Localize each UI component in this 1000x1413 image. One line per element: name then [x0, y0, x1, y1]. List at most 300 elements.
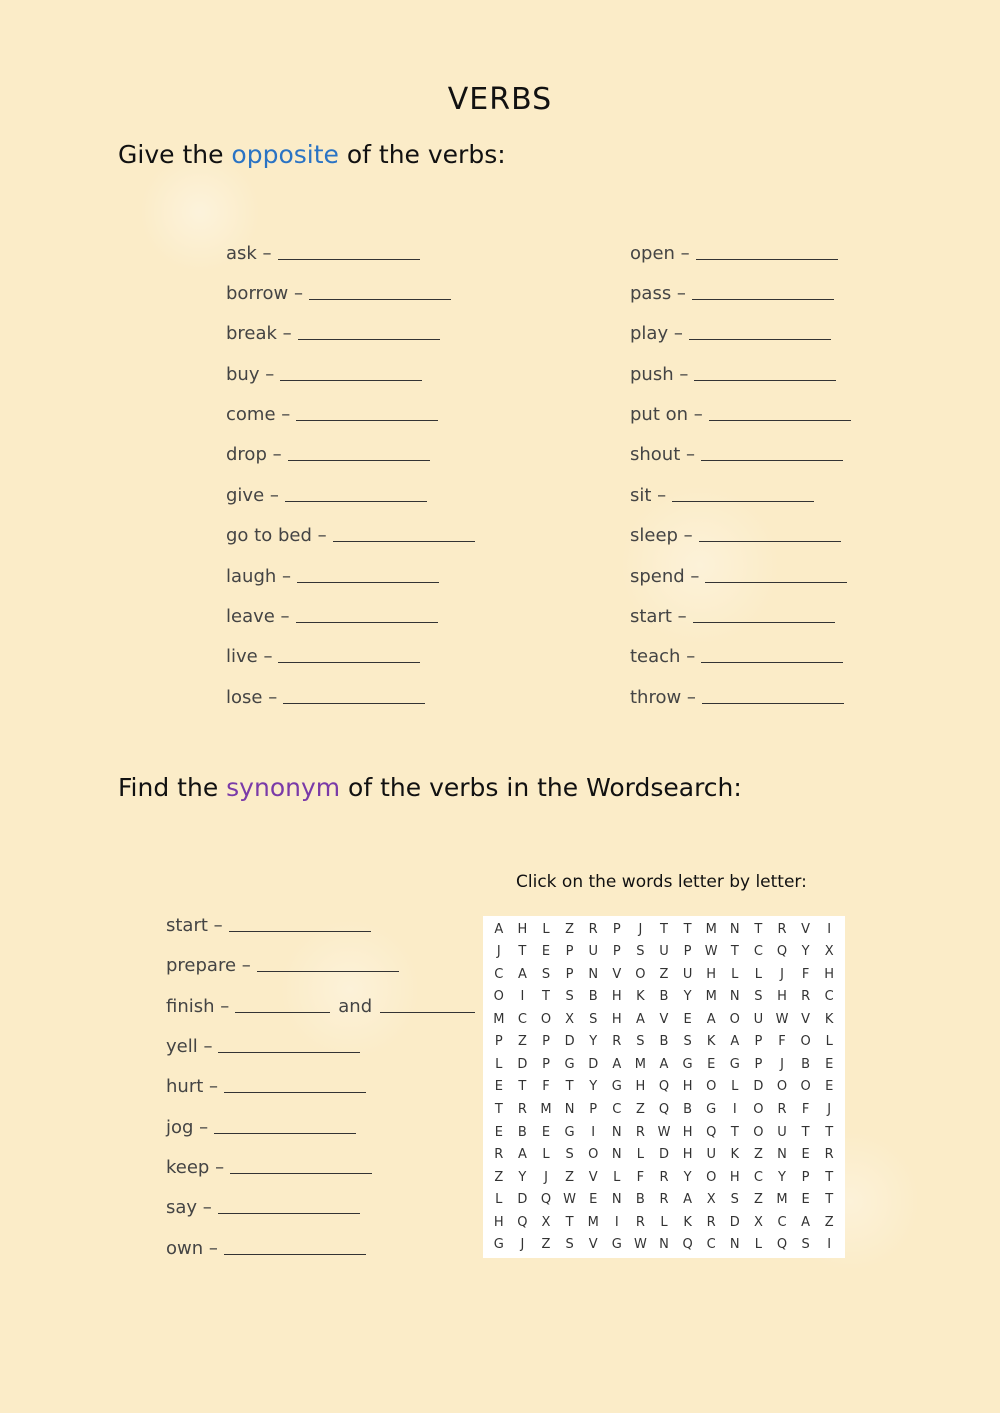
wordsearch-cell[interactable]: Q: [776, 944, 788, 960]
wordsearch-cell[interactable]: G: [564, 1056, 575, 1072]
wordsearch-cell[interactable]: T: [730, 1124, 739, 1140]
wordsearch-cell[interactable]: A: [683, 1192, 693, 1208]
wordsearch-cell[interactable]: R: [612, 1034, 622, 1050]
wordsearch-cell[interactable]: T: [565, 1214, 574, 1230]
wordsearch-cell[interactable]: Z: [635, 1102, 645, 1118]
wordsearch-cell[interactable]: N: [729, 989, 740, 1005]
synonym-item-say: [166, 1194, 360, 1218]
wordsearch-cell[interactable]: S: [754, 989, 763, 1005]
wordsearch-cell[interactable]: S: [565, 1147, 574, 1163]
wordsearch-cell[interactable]: S: [683, 1034, 692, 1050]
wordsearch-cell[interactable]: V: [801, 1011, 811, 1027]
wordsearch-cell[interactable]: C: [777, 1214, 787, 1230]
wordsearch-cell[interactable]: R: [824, 1147, 834, 1163]
answer-blank[interactable]: [229, 931, 371, 932]
opposite-label: borrow –: [226, 283, 303, 304]
wordsearch-cell[interactable]: E: [541, 944, 551, 960]
wordsearch-cell[interactable]: S: [730, 1192, 739, 1208]
wordsearch-cell[interactable]: J: [496, 944, 501, 960]
wordsearch-cell[interactable]: C: [706, 1237, 716, 1253]
wordsearch-cell[interactable]: N: [611, 1124, 622, 1140]
wordsearch-cell[interactable]: R: [777, 1102, 787, 1118]
synonym-label: say –: [166, 1197, 212, 1218]
wordsearch-cell[interactable]: N: [588, 966, 599, 982]
wordsearch-cell[interactable]: X: [565, 1011, 575, 1027]
opposite-item-buy: [226, 361, 422, 385]
wordsearch-cell[interactable]: K: [683, 1214, 692, 1230]
wordsearch-cell[interactable]: H: [682, 1124, 693, 1140]
opposite-label: sit –: [630, 485, 667, 506]
wordsearch-cell[interactable]: M: [705, 989, 717, 1005]
wordsearch-cell[interactable]: O: [753, 1124, 764, 1140]
wordsearch-cell[interactable]: W: [775, 1011, 789, 1027]
wordsearch-cell[interactable]: L: [825, 1034, 833, 1050]
wordsearch-cell[interactable]: H: [682, 1147, 693, 1163]
wordsearch-cell[interactable]: U: [682, 966, 693, 982]
wordsearch-cell[interactable]: H: [729, 1169, 740, 1185]
wordsearch-cell[interactable]: E: [494, 1124, 503, 1140]
wordsearch-cell[interactable]: O: [729, 1011, 740, 1027]
wordsearch-cell[interactable]: A: [517, 1147, 527, 1163]
wordsearch-cell[interactable]: L: [754, 966, 763, 982]
wordsearch-cell[interactable]: S: [636, 944, 645, 960]
wordsearch-cell[interactable]: L: [542, 1147, 550, 1163]
answer-blank[interactable]: [235, 1012, 330, 1013]
opposite-item-break: [226, 320, 440, 344]
wordsearch-cell[interactable]: E: [589, 1192, 598, 1208]
wordsearch-cell[interactable]: H: [777, 989, 787, 1005]
wordsearch-cell[interactable]: V: [588, 1169, 598, 1185]
wordsearch-cell[interactable]: B: [801, 1056, 811, 1072]
wordsearch-cell[interactable]: T: [518, 944, 527, 960]
wordsearch-cell[interactable]: E: [801, 1147, 810, 1163]
wordsearch-cell[interactable]: R: [706, 1214, 716, 1230]
wordsearch-cell[interactable]: P: [612, 944, 621, 960]
synonym-item-prepare: [166, 952, 399, 976]
wordsearch-cell[interactable]: D: [564, 1034, 575, 1050]
wordsearch-cell[interactable]: N: [611, 1192, 622, 1208]
opposite-item-start: [630, 603, 835, 627]
wordsearch-cell[interactable]: D: [517, 1056, 528, 1072]
wordsearch-cell[interactable]: D: [588, 1056, 599, 1072]
section1-heading-highlight: opposite: [231, 140, 339, 169]
wordsearch-cell[interactable]: F: [778, 1034, 786, 1050]
wordsearch-cell[interactable]: Y: [683, 989, 692, 1005]
wordsearch-cell[interactable]: B: [659, 989, 669, 1005]
answer-blank[interactable]: [224, 1254, 366, 1255]
wordsearch-cell[interactable]: O: [706, 1169, 717, 1185]
wordsearch-cell[interactable]: Z: [565, 1169, 575, 1185]
answer-blank[interactable]: [701, 460, 843, 461]
wordsearch-cell[interactable]: J: [638, 921, 643, 937]
wordsearch-cell[interactable]: N: [729, 921, 740, 937]
wordsearch-cell[interactable]: J: [827, 1102, 832, 1118]
answer-blank[interactable]: [380, 1012, 475, 1013]
wordsearch-cell[interactable]: T: [825, 1124, 834, 1140]
wordsearch-cell[interactable]: F: [801, 1102, 810, 1118]
wordsearch-cell[interactable]: P: [542, 1034, 550, 1050]
wordsearch-cell[interactable]: T: [518, 1079, 527, 1095]
wordsearch-cell[interactable]: Z: [541, 1237, 551, 1253]
wordsearch-cell[interactable]: E: [825, 1079, 834, 1095]
wordsearch-cell[interactable]: N: [729, 1237, 740, 1253]
wordsearch-cell[interactable]: G: [611, 1237, 622, 1253]
wordsearch-cell[interactable]: M: [776, 1192, 788, 1208]
answer-blank[interactable]: [705, 582, 847, 583]
answer-blank[interactable]: [285, 501, 427, 502]
wordsearch-cell[interactable]: L: [731, 966, 739, 982]
wordsearch-cell[interactable]: U: [588, 944, 598, 960]
wordsearch-cell[interactable]: S: [541, 966, 551, 982]
wordsearch-cell[interactable]: R: [635, 1214, 645, 1230]
section2-heading: [118, 773, 742, 802]
wordsearch-cell[interactable]: X: [541, 1214, 551, 1230]
wordsearch-cell[interactable]: W: [657, 1124, 671, 1140]
wordsearch-cell[interactable]: L: [613, 1169, 621, 1185]
wordsearch-cell[interactable]: B: [659, 1034, 669, 1050]
answer-blank[interactable]: [230, 1173, 372, 1174]
wordsearch-cell[interactable]: J: [520, 1237, 525, 1253]
wordsearch-cell[interactable]: W: [633, 1237, 647, 1253]
opposite-item-leave: [226, 603, 438, 627]
wordsearch-cell[interactable]: R: [588, 921, 598, 937]
wordsearch-cell[interactable]: O: [776, 1079, 788, 1095]
wordsearch-cell[interactable]: J: [780, 966, 784, 982]
wordsearch-cell[interactable]: H: [635, 1079, 646, 1095]
wordsearch-cell[interactable]: Q: [706, 1124, 717, 1140]
wordsearch-cell[interactable]: Z: [659, 966, 669, 982]
wordsearch-cell[interactable]: T: [801, 1124, 810, 1140]
wordsearch-cell[interactable]: K: [730, 1147, 740, 1163]
wordsearch-cell[interactable]: Z: [753, 1192, 763, 1208]
wordsearch-cell[interactable]: C: [753, 944, 763, 960]
opposite-item-teach: [630, 643, 843, 667]
wordsearch-cell[interactable]: P: [754, 1056, 763, 1072]
wordsearch-cell[interactable]: R: [801, 989, 811, 1005]
wordsearch-cell[interactable]: A: [659, 1056, 669, 1072]
wordsearch-cell[interactable]: M: [587, 1214, 599, 1230]
wordsearch-cell[interactable]: Y: [801, 944, 810, 960]
answer-blank[interactable]: [297, 582, 439, 583]
wordsearch-cell[interactable]: I: [827, 921, 832, 937]
wordsearch-cell[interactable]: A: [612, 1056, 622, 1072]
wordsearch-cell[interactable]: D: [753, 1079, 764, 1095]
wordsearch-cell[interactable]: I: [827, 1237, 832, 1253]
synonym-item-yell: [166, 1033, 360, 1057]
wordsearch-cell[interactable]: N: [564, 1102, 575, 1118]
wordsearch-cell[interactable]: L: [495, 1056, 503, 1072]
wordsearch-cell[interactable]: K: [636, 989, 645, 1005]
wordsearch-cell[interactable]: C: [517, 1011, 527, 1027]
wordsearch-cell[interactable]: T: [825, 1192, 834, 1208]
answer-blank[interactable]: [689, 339, 831, 340]
answer-blank[interactable]: [309, 299, 451, 300]
wordsearch-cell[interactable]: H: [611, 1011, 622, 1027]
wordsearch-cell[interactable]: G: [729, 1056, 740, 1072]
wordsearch-cell[interactable]: Q: [658, 1079, 670, 1095]
wordsearch-cell[interactable]: O: [800, 1079, 811, 1095]
wordsearch-cell[interactable]: F: [542, 1079, 550, 1095]
opposite-label: break –: [226, 323, 292, 344]
wordsearch-cell[interactable]: Z: [565, 921, 575, 937]
wordsearch-cell[interactable]: F: [801, 966, 810, 982]
wordsearch-cell[interactable]: T: [825, 1169, 834, 1185]
wordsearch-cell[interactable]: E: [801, 1192, 810, 1208]
opposite-label: pass –: [630, 283, 686, 304]
wordsearch-cell[interactable]: O: [706, 1079, 717, 1095]
wordsearch-cell[interactable]: S: [565, 989, 574, 1005]
wordsearch-cell[interactable]: J: [780, 1056, 784, 1072]
answer-blank[interactable]: [702, 703, 844, 704]
wordsearch-cell[interactable]: X: [706, 1192, 716, 1208]
opposite-item-ask: [226, 240, 420, 264]
wordsearch-cell[interactable]: T: [730, 944, 739, 960]
wordsearch-cell[interactable]: S: [589, 1011, 598, 1027]
wordsearch-cell[interactable]: P: [612, 921, 621, 937]
wordsearch-instruction: Click on the words letter by letter:: [516, 872, 807, 892]
wordsearch-cell[interactable]: L: [731, 1079, 739, 1095]
wordsearch-cell[interactable]: H: [493, 1214, 504, 1230]
wordsearch-cell[interactable]: H: [824, 966, 835, 982]
opposite-item-put-on: [630, 401, 851, 425]
opposite-label: start –: [630, 606, 687, 627]
answer-blank[interactable]: [333, 541, 475, 542]
wordsearch-cell[interactable]: S: [636, 1034, 645, 1050]
wordsearch-cell[interactable]: O: [540, 1011, 552, 1027]
wordsearch-cell[interactable]: R: [517, 1102, 527, 1118]
wordsearch-cell[interactable]: G: [682, 1056, 693, 1072]
wordsearch-cell[interactable]: V: [588, 1237, 598, 1253]
wordsearch-cell[interactable]: A: [730, 1034, 740, 1050]
wordsearch-cell[interactable]: W: [563, 1192, 577, 1208]
wordsearch-cell[interactable]: N: [611, 1147, 622, 1163]
opposite-item-sit: [630, 482, 814, 506]
wordsearch-cell[interactable]: O: [753, 1102, 764, 1118]
answer-blank[interactable]: [296, 622, 438, 623]
answer-blank[interactable]: [278, 259, 420, 260]
answer-blank[interactable]: [280, 380, 422, 381]
wordsearch-cell[interactable]: I: [614, 1214, 619, 1230]
wordsearch-cell[interactable]: P: [494, 1034, 503, 1050]
opposite-item-sleep: [630, 522, 841, 546]
wordsearch-cell[interactable]: W: [704, 944, 718, 960]
wordsearch-cell[interactable]: H: [611, 989, 622, 1005]
wordsearch-cell[interactable]: X: [824, 944, 834, 960]
wordsearch-cell[interactable]: I: [732, 1102, 737, 1118]
answer-blank[interactable]: [672, 501, 814, 502]
opposite-label: give –: [226, 485, 279, 506]
wordsearch-cell[interactable]: A: [517, 966, 527, 982]
answer-blank[interactable]: [699, 541, 841, 542]
wordsearch-cell[interactable]: E: [683, 1011, 692, 1027]
wordsearch-cell[interactable]: L: [636, 1147, 645, 1163]
wordsearch-cell[interactable]: P: [565, 966, 574, 982]
wordsearch-cell[interactable]: E: [541, 1124, 551, 1140]
wordsearch-cell[interactable]: C: [494, 966, 504, 982]
wordsearch-cell[interactable]: D: [729, 1214, 740, 1230]
wordsearch-grid[interactable]: [483, 916, 845, 1258]
wordsearch-cell[interactable]: R: [635, 1124, 645, 1140]
wordsearch-cell[interactable]: A: [801, 1214, 811, 1230]
answer-blank[interactable]: [224, 1092, 366, 1093]
wordsearch-cell[interactable]: X: [753, 1214, 763, 1230]
wordsearch-cell[interactable]: R: [659, 1169, 669, 1185]
wordsearch-cell[interactable]: Q: [517, 1214, 528, 1230]
wordsearch-cell[interactable]: O: [800, 1034, 811, 1050]
wordsearch-cell[interactable]: V: [659, 1011, 669, 1027]
wordsearch-cell[interactable]: T: [660, 921, 668, 937]
wordsearch-cell[interactable]: Y: [518, 1169, 527, 1185]
wordsearch-cell[interactable]: C: [753, 1169, 763, 1185]
wordsearch-cell[interactable]: L: [660, 1214, 668, 1230]
wordsearch-cell[interactable]: P: [565, 944, 574, 960]
wordsearch-cell[interactable]: K: [824, 1011, 834, 1027]
wordsearch-cell[interactable]: E: [707, 1056, 716, 1072]
opposite-item-pass: [630, 280, 834, 304]
wordsearch-cell[interactable]: U: [659, 944, 669, 960]
wordsearch-cell[interactable]: G: [564, 1124, 575, 1140]
wordsearch-cell[interactable]: B: [588, 989, 598, 1005]
answer-blank[interactable]: [214, 1133, 356, 1134]
synonym-label: own –: [166, 1238, 218, 1259]
opposite-item-lose: [226, 684, 425, 708]
answer-blank[interactable]: [701, 662, 843, 663]
wordsearch-cell[interactable]: R: [659, 1192, 669, 1208]
answer-blank[interactable]: [218, 1052, 360, 1053]
wordsearch-cell[interactable]: S: [565, 1237, 574, 1253]
wordsearch-cell[interactable]: Y: [683, 1169, 692, 1185]
wordsearch-cell[interactable]: Z: [494, 1169, 504, 1185]
wordsearch-cell[interactable]: B: [635, 1192, 645, 1208]
wordsearch-cell[interactable]: D: [658, 1147, 669, 1163]
wordsearch-cell[interactable]: E: [825, 1056, 834, 1072]
wordsearch-cell[interactable]: U: [777, 1124, 787, 1140]
wordsearch-cell[interactable]: B: [517, 1124, 527, 1140]
synonym-item-finish: [166, 993, 475, 1017]
answer-blank[interactable]: [709, 420, 851, 421]
wordsearch-cell[interactable]: M: [705, 921, 717, 937]
wordsearch-cell[interactable]: T: [494, 1102, 503, 1118]
opposite-item-borrow: [226, 280, 451, 304]
wordsearch-cell[interactable]: O: [588, 1147, 599, 1163]
wordsearch-cell[interactable]: D: [517, 1192, 528, 1208]
wordsearch-cell[interactable]: C: [824, 989, 834, 1005]
wordsearch-cell[interactable]: I: [591, 1124, 596, 1140]
wordsearch-cell[interactable]: G: [706, 1102, 717, 1118]
wordsearch-cell[interactable]: Z: [517, 1034, 527, 1050]
wordsearch-cell[interactable]: H: [682, 1079, 693, 1095]
wordsearch-cell[interactable]: R: [494, 1147, 504, 1163]
synonym-label: start –: [166, 915, 223, 936]
answer-blank[interactable]: [257, 971, 399, 972]
wordsearch-cell[interactable]: V: [612, 966, 622, 982]
wordsearch-cell[interactable]: P: [683, 944, 692, 960]
wordsearch-cell[interactable]: M: [493, 1011, 505, 1027]
answer-blank[interactable]: [283, 703, 425, 704]
opposite-item-come: [226, 401, 438, 425]
wordsearch-cell[interactable]: B: [683, 1102, 693, 1118]
opposite-label: ask –: [226, 243, 272, 264]
wordsearch-cell[interactable]: H: [706, 966, 717, 982]
wordsearch-cell[interactable]: N: [659, 1237, 669, 1253]
answer-blank[interactable]: [288, 460, 430, 461]
wordsearch-cell[interactable]: T: [542, 989, 550, 1005]
wordsearch-cell[interactable]: L: [542, 921, 550, 937]
wordsearch-cell[interactable]: U: [753, 1011, 764, 1027]
synonym-label: keep –: [166, 1157, 225, 1178]
wordsearch-cell[interactable]: Q: [776, 1237, 788, 1253]
wordsearch-cell[interactable]: A: [706, 1011, 716, 1027]
wordsearch-cell[interactable]: Y: [589, 1034, 598, 1050]
wordsearch-cell[interactable]: Y: [589, 1079, 598, 1095]
wordsearch-cell[interactable]: Z: [753, 1147, 763, 1163]
wordsearch-cell[interactable]: U: [706, 1147, 716, 1163]
wordsearch-cell[interactable]: A: [635, 1011, 645, 1027]
wordsearch-cell[interactable]: M: [540, 1102, 552, 1118]
wordsearch-cell[interactable]: H: [517, 921, 528, 937]
opposite-label: lose –: [226, 687, 278, 708]
synonym-label: prepare –: [166, 955, 251, 976]
wordsearch-cell[interactable]: L: [754, 1237, 763, 1253]
wordsearch-cell[interactable]: Z: [824, 1214, 834, 1230]
answer-blank[interactable]: [278, 662, 420, 663]
wordsearch-cell[interactable]: M: [634, 1056, 646, 1072]
answer-blank[interactable]: [298, 339, 440, 340]
wordsearch-cell[interactable]: T: [565, 1079, 574, 1095]
wordsearch-cell[interactable]: V: [801, 921, 811, 937]
answer-blank[interactable]: [696, 259, 838, 260]
opposite-label: spend –: [630, 566, 700, 587]
wordsearch-cell[interactable]: E: [494, 1079, 503, 1095]
section1-heading-post: of the verbs:: [338, 140, 506, 169]
wordsearch-cell[interactable]: J: [544, 1169, 548, 1185]
answer-blank[interactable]: [218, 1213, 360, 1214]
answer-blank[interactable]: [296, 420, 438, 421]
wordsearch-cell[interactable]: A: [494, 921, 504, 937]
wordsearch-cell[interactable]: P: [542, 1056, 550, 1072]
wordsearch-cell[interactable]: C: [612, 1102, 622, 1118]
wordsearch-cell[interactable]: Q: [658, 1102, 670, 1118]
opposite-label: live –: [226, 646, 273, 667]
wordsearch-cell[interactable]: P: [801, 1169, 810, 1185]
wordsearch-cell[interactable]: L: [495, 1192, 503, 1208]
wordsearch-cell[interactable]: O: [493, 989, 504, 1005]
answer-blank[interactable]: [692, 299, 834, 300]
opposite-item-spend: [630, 563, 847, 587]
opposite-label: laugh –: [226, 566, 291, 587]
wordsearch-cell[interactable]: T: [754, 921, 763, 937]
opposite-item-give: [226, 482, 427, 506]
wordsearch-cell[interactable]: O: [635, 966, 646, 982]
wordsearch-cell[interactable]: P: [589, 1102, 598, 1118]
wordsearch-cell[interactable]: P: [754, 1034, 763, 1050]
wordsearch-cell[interactable]: Q: [540, 1192, 552, 1208]
wordsearch-cell[interactable]: Q: [682, 1237, 693, 1253]
wordsearch-cell[interactable]: S: [801, 1237, 810, 1253]
answer-blank[interactable]: [693, 622, 835, 623]
wordsearch-cell[interactable]: I: [520, 989, 525, 1005]
wordsearch-cell[interactable]: F: [636, 1169, 645, 1185]
wordsearch-cell[interactable]: R: [777, 921, 787, 937]
opposite-label: go to bed –: [226, 525, 327, 546]
answer-blank[interactable]: [694, 380, 836, 381]
wordsearch-cell[interactable]: K: [706, 1034, 716, 1050]
wordsearch-cell[interactable]: G: [493, 1237, 504, 1253]
wordsearch-cell[interactable]: T: [683, 921, 692, 937]
wordsearch-cell[interactable]: G: [611, 1079, 622, 1095]
wordsearch-cell[interactable]: Y: [778, 1169, 786, 1185]
wordsearch-cell[interactable]: N: [777, 1147, 787, 1163]
